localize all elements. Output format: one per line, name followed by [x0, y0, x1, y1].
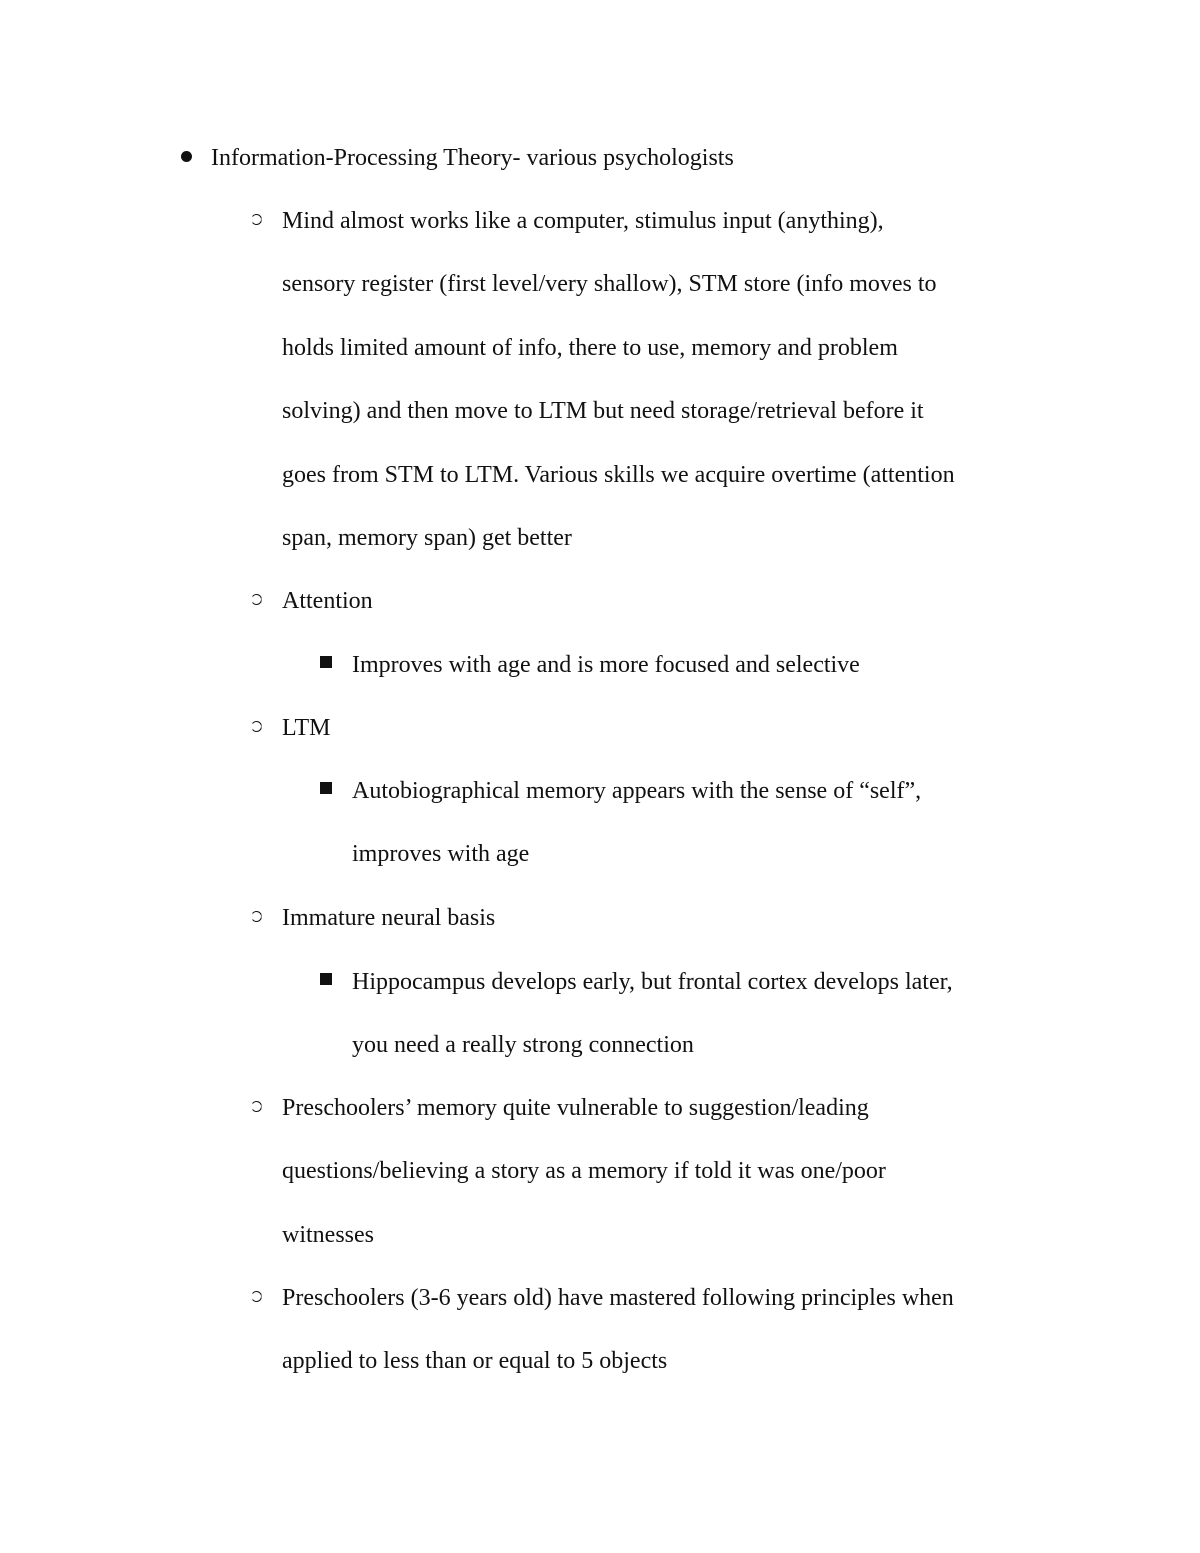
text-line: LTM — [282, 715, 331, 741]
filled-square-bullet-icon — [314, 777, 338, 800]
text-line: Attention — [282, 588, 373, 614]
text-line: Improves with age and is more focused and selective — [352, 652, 860, 678]
bullet-text — [282, 697, 330, 760]
text-line: witnesses — [282, 1221, 374, 1248]
bullet-text — [352, 951, 953, 1078]
bullet-text — [282, 1077, 886, 1267]
text-line: Mind almost works like a computer, stimulus input (anything), — [282, 208, 884, 234]
text-line: Hippocampus develops early, but frontal cortex develops later, — [352, 969, 953, 995]
filled-square-bullet-icon — [314, 651, 338, 674]
text-line: applied to less than or equal to 5 objects — [282, 1348, 668, 1375]
text-line: solving) and then move to LTM but need storage/retrieval before it — [282, 398, 924, 425]
bullet-text — [211, 127, 734, 190]
bullet-text — [352, 760, 921, 887]
filled-square-bullet-icon — [314, 968, 338, 991]
text-line: Information-Processing Theory- various psychologists — [211, 145, 734, 171]
text-line: Preschoolers (3-6 years old) have mastered following principles when — [282, 1285, 954, 1311]
hollow-circle-bullet-icon — [244, 906, 268, 928]
hollow-circle-bullet-icon — [244, 1096, 268, 1118]
text-line: you need a really strong connection — [352, 1032, 694, 1059]
text-line: goes from STM to LTM. Various skills we acquire overtime (attention — [282, 461, 955, 488]
bullet-text — [282, 887, 495, 950]
text-line: improves with age — [352, 841, 530, 868]
filled-circle-bullet-icon — [174, 145, 198, 168]
bullet-text — [352, 634, 860, 697]
bullet-text — [282, 570, 373, 633]
hollow-circle-bullet-icon — [244, 589, 268, 611]
hollow-circle-bullet-icon — [244, 209, 268, 231]
text-line: questions/believing a story as a memory if told it was one/poor — [282, 1158, 886, 1185]
bullet-text — [282, 190, 955, 570]
text-line: Preschoolers’ memory quite vulnerable to suggestion/leading — [282, 1095, 869, 1121]
bullet-text — [282, 1267, 954, 1394]
text-line: Immature neural basis — [282, 905, 496, 931]
text-line: holds limited amount of info, there to use, memory and problem — [282, 334, 898, 361]
hollow-circle-bullet-icon — [244, 1286, 268, 1308]
hollow-circle-bullet-icon — [244, 716, 268, 738]
text-line: span, memory span) get better — [282, 524, 572, 551]
text-line: sensory register (first level/very shallow), STM store (info moves to — [282, 271, 937, 298]
text-line: Autobiographical memory appears with the sense of “self”, — [352, 778, 922, 804]
